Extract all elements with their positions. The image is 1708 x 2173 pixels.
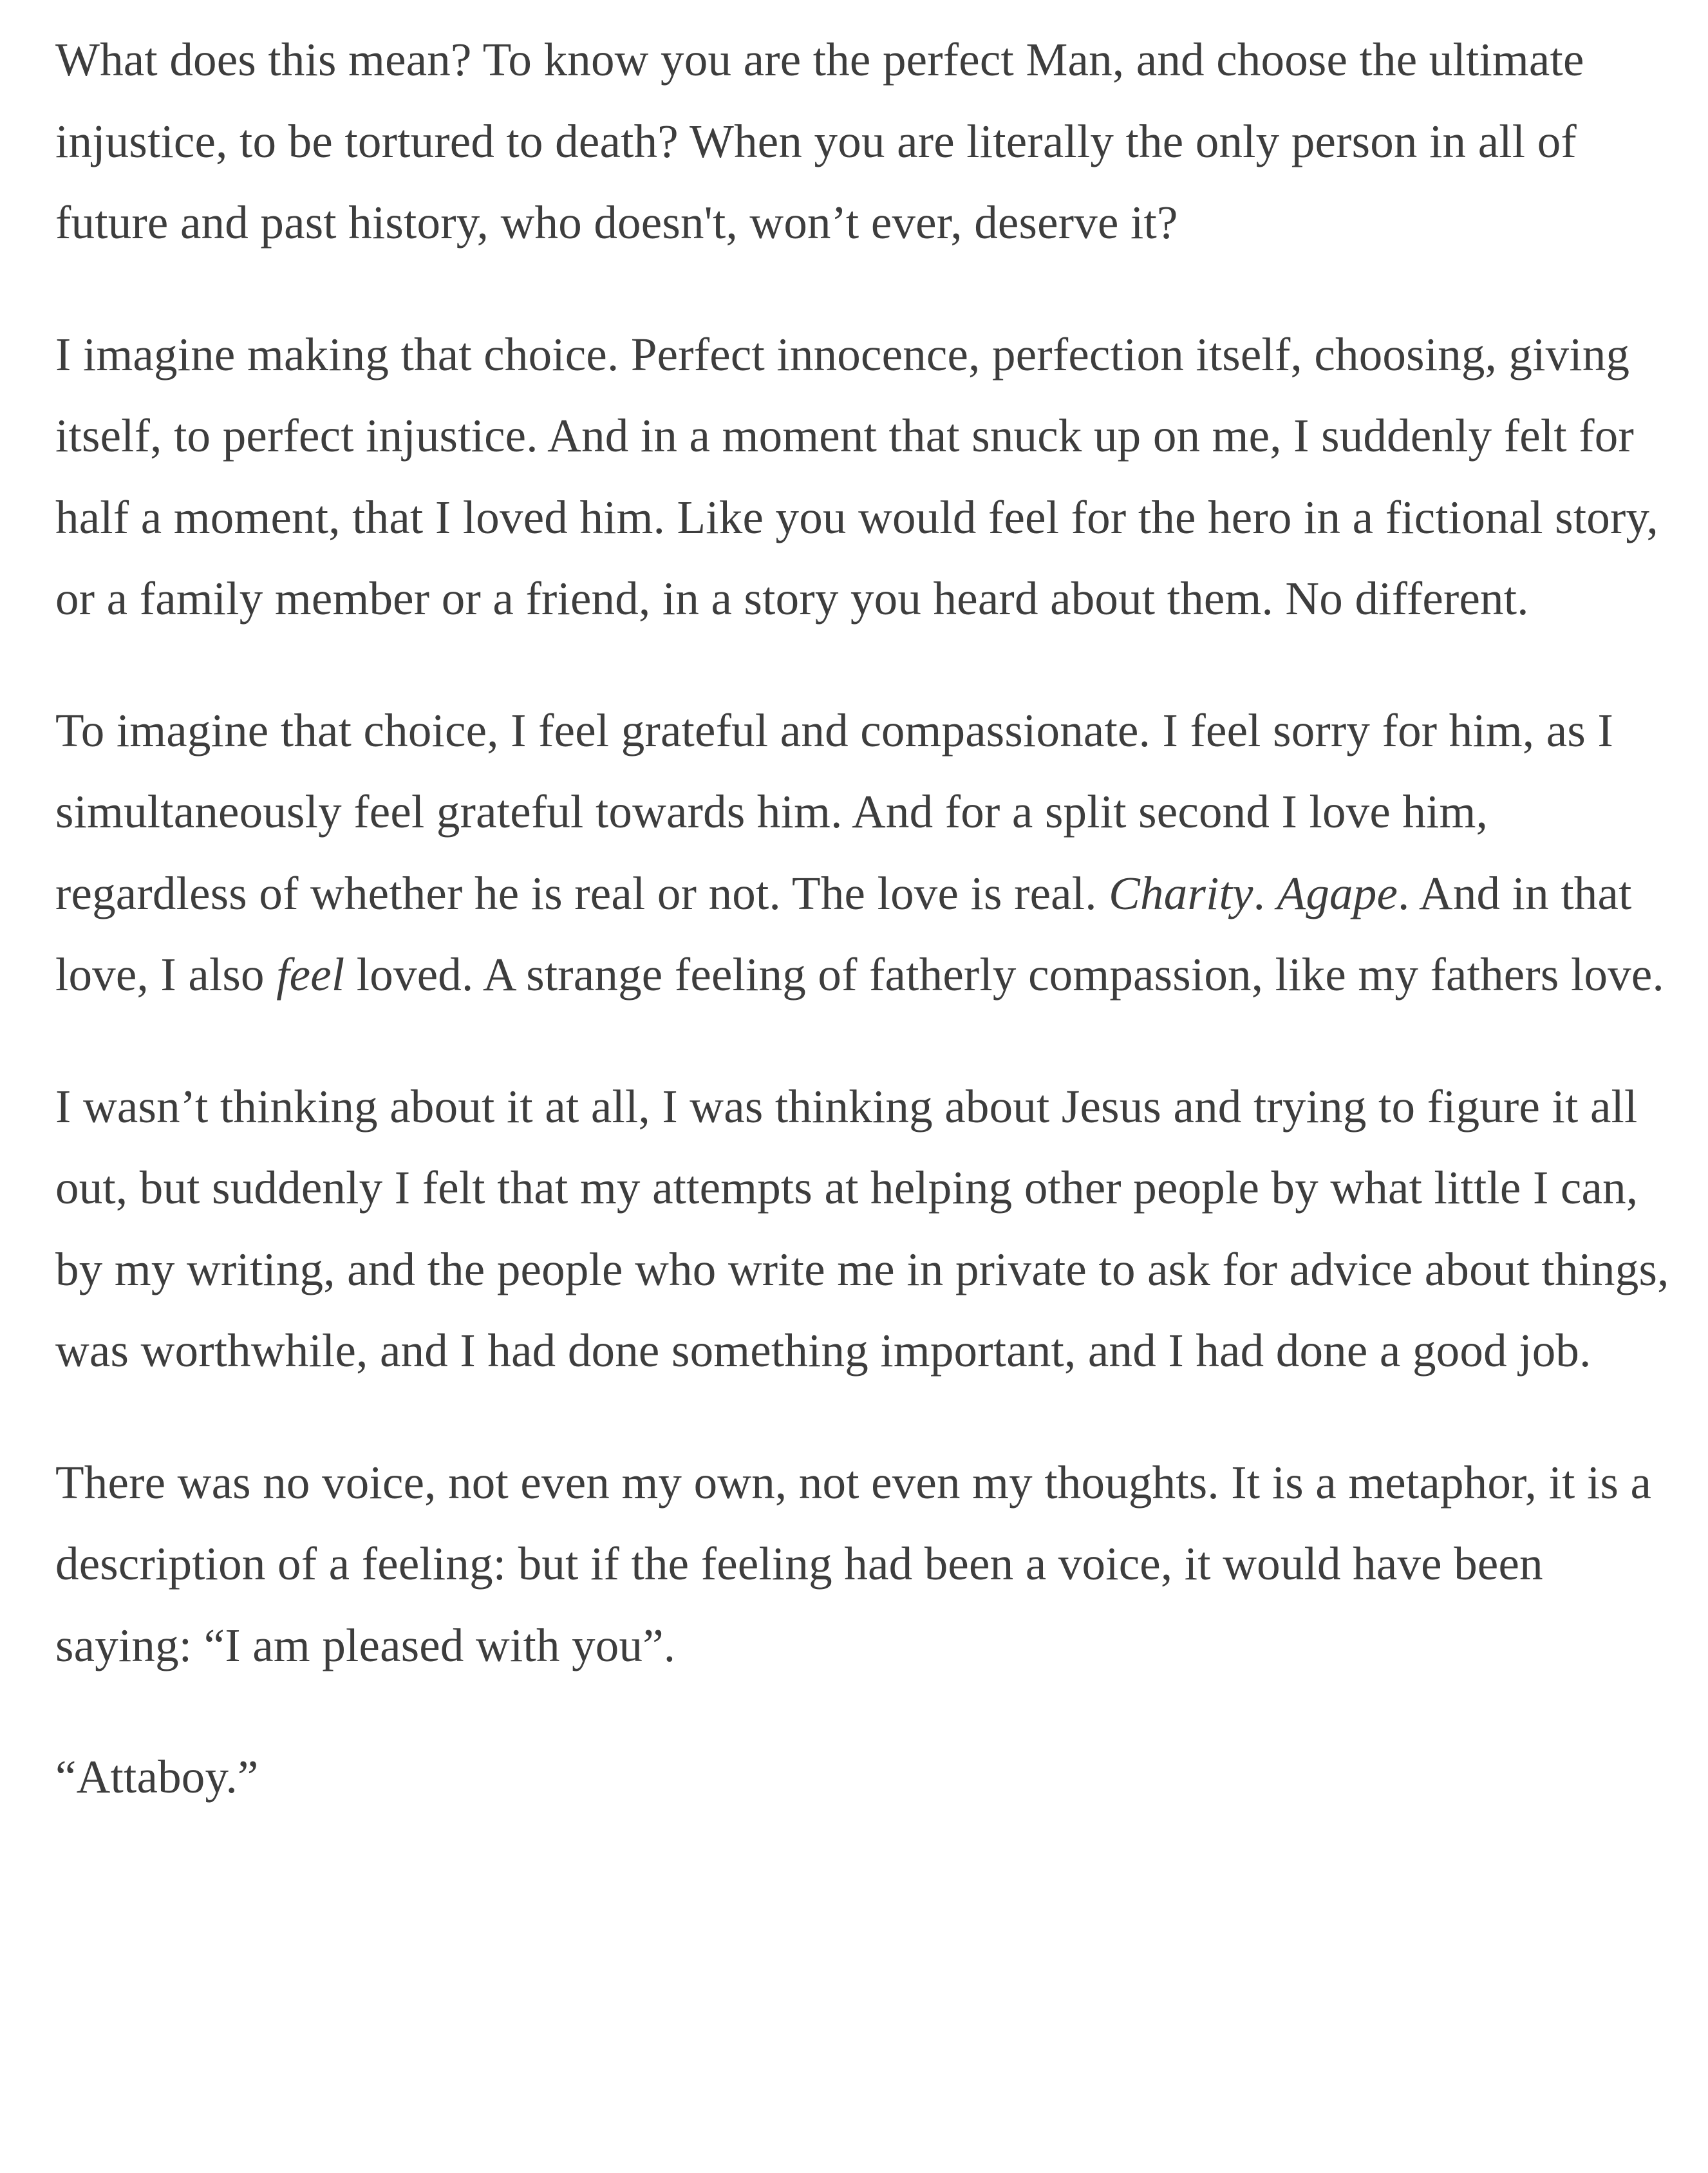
- paragraph-3-text-2: . And in that love, I also: [55, 867, 1632, 1001]
- paragraph-3-text-3: loved. A strange feeling of fatherly compassion, like my fathers love.: [344, 948, 1664, 1001]
- paragraph-3-text-1: To imagine that choice, I feel grateful and compassionate. I feel sorry for him, as I simultaneously feel grateful towards him. And for a split second I love him, regardless of whether he is real or not. The love is real.: [55, 704, 1613, 919]
- paragraph-2: I imagine making that choice. Perfect innocence, perfection itself, choosing, giving itself, to perfect injustice. And in a moment that snuck up on me, I suddenly felt for half a moment, that I loved him. Like you would feel for the hero in a fictional story, or a family member or a friend, in a story you heard about them. No different.: [55, 328, 1658, 625]
- agape-emphasis: Agape: [1277, 867, 1398, 919]
- paragraph-3: [55, 690, 1691, 1016]
- charity-emphasis: Charity: [1109, 867, 1253, 919]
- article-body: [55, 19, 1691, 1818]
- paragraph-6: “Attaboy.”: [55, 1751, 259, 1803]
- paragraph-4: I wasn’t thinking about it at all, I was thinking about Jesus and trying to figure it all out, but suddenly I felt that my attempts at helping other people by what little I can, by my writing, and the people who write me in private to ask for advice about things, was worthwhile, and I had done something important, and I had done a good job.: [55, 1080, 1669, 1377]
- paragraph-1: What does this mean? To know you are the perfect Man, and choose the ultimate injustice, to be tortured to death? When you are literally the only person in all of future and past history, who doesn't, won’t ever, deserve it?: [55, 33, 1584, 249]
- feel-emphasis: feel: [276, 948, 345, 1001]
- paragraph-5: There was no voice, not even my own, not even my thoughts. It is a metaphor, it is a description of a feeling: but if the feeling had been a voice, it would have been saying: “I am pleased with you”.: [55, 1456, 1652, 1671]
- paragraph-3-sep: .: [1253, 867, 1277, 919]
